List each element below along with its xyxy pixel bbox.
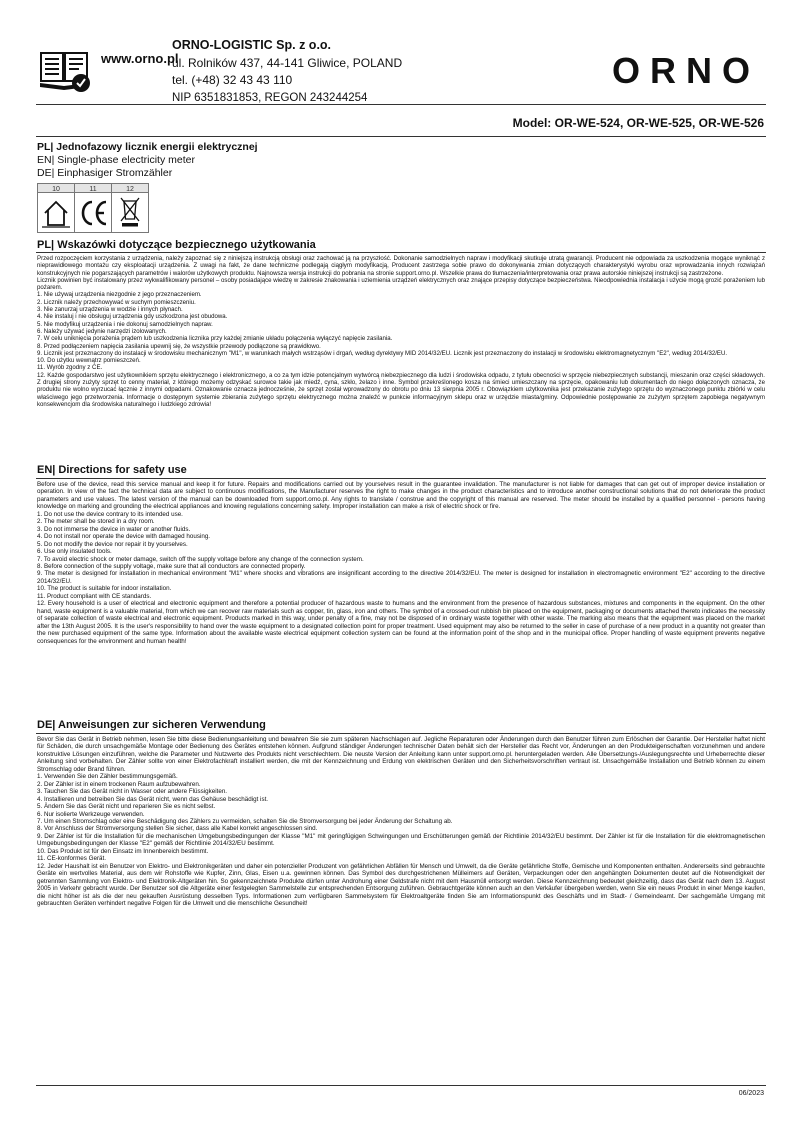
orno-logo <box>605 50 767 90</box>
en-divider <box>36 478 766 479</box>
pl-list-item: 8. Przed podłączeniem napięcia zasilania upewnij się, że wszystkie przewody podłączone są prawidłowo. <box>37 342 321 350</box>
en-section-heading: EN| Directions for safety use <box>37 464 187 476</box>
pl-list-item: 9. Licznik jest przeznaczony do instalacji w środowisku mechanicznym "M1", w warunkach małych wstrząsów i drgań, według dyrektywy MID 2014/32/EU. Licznik jest przeznaczony do instalacji w środowisku elektromagnetycznym "E2", według 2014/32/EU. <box>37 349 728 357</box>
en-list-item: 1. Do not use the device contrary to its intended use. <box>37 510 183 518</box>
symbol-number-11: 11 <box>89 186 97 193</box>
pl-paragraph: Licznik powinien być instalowany przez wykwalifikowany personel – osoby posiadające wiedzę w zakresie znakowania i uziemienia urządzeń elektrycznych oraz znające przepisy dotyczące bezpieczeństwa. Nieodpowiednia instalacja i użycie mogą grozić porażeniem lub pożarem. <box>37 276 765 292</box>
header-divider <box>36 104 766 105</box>
product-titles <box>37 141 258 180</box>
symbol-number-12: 12 <box>126 186 134 193</box>
en-list-item: 3. Do not immerse the device in water or another fluids. <box>37 525 191 533</box>
de-list-item: 11. CE-konformes Gerät. <box>37 855 107 863</box>
company-info <box>172 37 402 107</box>
logo-text: ORNO <box>612 50 760 90</box>
en-list-item: 2. The meter shall be stored in a dry room. <box>37 518 155 526</box>
model-line: Model: OR-WE-524, OR-WE-525, OR-WE-526 <box>512 116 764 130</box>
en-list-item: 4. Do not install nor operate the device with damaged housing. <box>37 533 211 541</box>
de-list-item: 5. Ändern Sie das Gerät nicht und reparieren Sie es nicht selbst. <box>37 803 216 811</box>
footer-divider <box>36 1085 766 1086</box>
pl-list-item: 2. Licznik należy przechowywać w suchym pomieszczeniu. <box>37 298 196 306</box>
symbol-number-10: 10 <box>52 186 60 193</box>
de-list-item: 12. Jeder Haushalt ist ein Benutzer von Elektro- und Elektronikgeräten und daher ein potenzieller Produzent von gefährlichen Abfällen für Mensch und Umwelt, da die Geräte gefährliche Stoffe, Gemische und Komponenten enthalten. Andererseits sind gebrauchte Geräte ein wertvolles Material, aus dem wir Rohstoffe wie Kupfer, Zinn, Glas, Eisen u.a. gewinnen können. Das Symbol des durchgestrichenen Mülleimers auf Geräten, Verpackungen oder den angehängten Dokumenten deutet auf die Notwendigkeit der getrennten Sammlung von Elektro- und Elektronik-Altgeräten hin. So gekennzeichnete Produkte dürfen unter Androhung einer Geldstrafe nicht mit dem Hausmüll entsorgt werden. Diese Kennzeichnung bedeutet gleichzeitig, dass das Gerät nach dem 13. August 2005 in Verkehr gebracht wurde. Der Benutzer soll die Altgeräte einer festgelegten Sammelstelle zur entsprechenden Entsorgung zuführen. Gebrauchtgeräte können auch an den Verkäufer übergeben werden, wenn Sie ein neues Produkt in einer Menge kaufen, die nicht höher ist als die der neu gekauften Ausrüstung desselben Typs. Informationen zum verfügbaren Sammelsystem für Elektroaltgeräte finden Sie am Informationspunkt des Geschäfts und im Stadt- / Gemeindeamt. Der sachgemäße Umgang mit gebrauchten Geräten verhindert negative Folgen für die Umwelt und die menschliche Gesundheit! <box>37 862 765 907</box>
pl-list-item: 7. W celu uniknięcia porażenia prądem lub uszkodzenia licznika przy każdej zmianie układu połączenia wyłączyć napięcie zasilania. <box>37 335 393 343</box>
de-list-item: 3. Tauchen Sie das Gerät nicht in Wasser oder andere Flüssigkeiten. <box>37 788 228 796</box>
en-list-item: 8. Before connection of the supply voltage, make sure that all conductors are connected properly. <box>37 562 306 570</box>
de-list-item: 9. Der Zähler ist für die Installation für die mechanischen Umgebungsbedingungen der Klasse "M1" mit geringfügigen Schwingungen und Erschütterungen gemäß der Richtlinie 2014/32/EU bestimmt. Der Zähler ist für die Installation für die elektromagnetischen Umgebungsbedingungen der Klasse "E2" gemäß der Richtlinie 2014/32/EU bestimmt. <box>37 832 765 848</box>
en-list-item: 11. Product compliant with CE standards. <box>37 592 152 600</box>
pl-section-body <box>37 255 765 408</box>
title-en: EN| Single-phase electricity meter <box>37 154 195 166</box>
de-list-item: 8. Vor Anschluss der Stromversorgung stellen Sie sicher, dass alle Kabel korrekt angeschlossen sind. <box>37 825 318 833</box>
de-section-heading: DE| Anweisungen zur sicheren Verwendung <box>37 719 266 731</box>
en-section-body <box>37 481 765 645</box>
manual-book-icon <box>40 50 92 94</box>
de-list-item: 7. Um einen Stromschlag oder eine Beschädigung des Zählers zu vermeiden, schalten Sie die Stromversorgung bei jeder Änderung der Schaltung ab. <box>37 817 453 825</box>
company-address: ul. Rolników 437, 44-141 Gliwice, POLAND <box>172 55 403 70</box>
pl-list-item: 12. Każde gospodarstwo jest użytkownikiem sprzętu elektrycznego i elektronicznego, a co za tym idzie potencjalnym wytwórcą niebezpiecznego dla ludzi i środowiska odpadu, z tytułu obecności w sprzęcie niebezpiecznych substancji, mieszanin oraz części składowych. Z drugiej strony zużyty sprzęt to cenny materiał, z którego możemy odzyskać surowce takie jak miedź, cyna, szkło, żelazo i inne. Symbol przekreślonego kosza na śmieci umieszczany na sprzęcie, opakowaniu lub dokumentach do niego dołączonych oznacza, że produktu nie wolno wyrzucać łącznie z innymi odpadami. Oznakowanie oznacza jednocześnie, że sprzęt został wprowadzony do obrotu po dniu 13 sierpnia 2005 r. Obowiązkiem użytkownika jest przekazanie zużytego sprzętu do wyznaczonego punktu zbiórki w celu właściwego jego przetworzenia. Informacje o dostępnym systemie zbierania zużytego sprzętu elektrycznego można znaleźć w punkcie informacyjnym sklepu oraz w urzędzie miasta/gminy. Odpowiednie postępowanie ze zużytym sprzętem zapobiega negatywnym konsekwencjom dla środowiska naturalnego i ludzkiego zdrowia! <box>37 371 765 408</box>
pl-list-item: 3. Nie zanurzaj urządzenia w wodzie i innych płynach. <box>37 306 183 314</box>
pl-list-item: 4. Nie instaluj i nie obsługuj urządzenia gdy uszkodzona jest obudowa. <box>37 313 228 321</box>
en-list-item: 10. The product is suitable for indoor installation. <box>37 585 172 593</box>
pl-list-item: 6. Należy używać jedynie narzędzi izolowanych. <box>37 327 167 335</box>
document-date: 06/2023 <box>738 1090 764 1097</box>
company-name: ORNO-LOGISTIC Sp. z o.o. <box>172 38 332 52</box>
pl-list-item: 11. Wyrób zgodny z CE. <box>37 364 103 372</box>
pl-divider <box>36 252 766 253</box>
de-list-item: 4. Installieren und betreiben Sie das Gerät nicht, wenn das Gehäuse beschädigt ist. <box>37 795 269 803</box>
title-pl: PL| Jednofazowy licznik energii elektrycznej <box>37 141 258 153</box>
pl-section-heading: PL| Wskazówki dotyczące bezpiecznego użytkowania <box>37 239 316 251</box>
de-list-item: 1. Verwenden Sie den Zähler bestimmungsgemäß. <box>37 773 178 781</box>
company-nip: NIP 6351831853, REGON 243244254 <box>172 91 368 104</box>
de-section-body <box>37 736 765 907</box>
en-list-item: 7. To avoid electric shock or meter damage, switch off the supply voltage before any change of the connection system. <box>37 555 364 563</box>
pl-list-item: 1. Nie używaj urządzenia niezgodnie z jego przeznaczeniem. <box>37 291 202 299</box>
en-list-item: 9. The meter is designed for installation in mechanical environment "M1" where shocks and vibrations are insignificant according to the directive 2014/32/EU. The meter is designed for installation in electromagnetic environment "E2" according to the directive 2014/32/EU. <box>37 570 765 585</box>
pl-paragraph: Przed rozpoczęciem korzystania z urządzenia, należy zapoznać się z niniejszą instrukcją obsługi oraz zachować ją na przyszłość. Dokonanie samodzielnych napraw i modyfikacji skutkuje utratą gwarancji. Producent nie odpowiada za uszkodzenia mogące wyniknąć z nieprawidłowego montażu czy eksploatacji urządzenia. Z uwagi na fakt, że dane techniczne podlegają ciągłym modyfikacją, Producent zastrzega sobie prawo do dokonywania zmian dotyczących charakterystyki wyrobu oraz wprowadzania innych rozwiązań konstrukcyjnych nie pogarszających parametrów i walorów użytkowych produktu. Najnowsza wersja instrukcji do pobrania na stronie support.orno.pl. Wszelkie prawa do tłumaczenia/interpretowania oraz prawa autorskie niniejszej instrukcji są zastrzeżone. <box>37 255 765 277</box>
en-list-item: 12. Every household is a user of electrical and electronic equipment and therefore a potential producer of hazardous waste to humans and the environment from the presence of hazardous substances, mixtures and components in the equipment. On the other hand, waste equipment is a valuable material, from which we can recover raw materials such as copper, tin, glass, iron and others. The symbol of a crossed-out rubbish bin placed on the equipment, packaging or documents attached thereto indicates the necessity of separate collection of waste electrical and electronic equipment. Products marked in this way, under penalty of a fine, may not be disposed of in ordinary waste together with other waste. The marking also means that the equipment was placed on the market after the 13th August 2005. It is the user's responsibility to hand over the waste equipment to a designated collection point for proper treatment. Used equipment may also be returned to the seller in case of purchase of a new product in a quantity not greater than the new purchased equipment of the same type. Information about the available waste electrical equipment collection system can be found at the information point of the shop and in the municipal office. Proper handling of waste equipment prevents negative consequences for the environment and human health! <box>37 600 765 645</box>
pl-list-item: 5. Nie modyfikuj urządzenia i nie dokonuj samodzielnych napraw. <box>37 320 213 328</box>
en-list-item: 5. Do not modify the device nor repair it by yourselves. <box>37 540 188 548</box>
de-paragraph: Bevor Sie das Gerät in Betrieb nehmen, lesen Sie bitte diese Bedienungsanleitung und bewahren Sie sie zum späteren Nachschlagen auf. Jegliche Reparaturen oder Änderungen durch den Benutzer führen zum Erlöschen der Garantie. Der Hersteller haftet nicht für Schäden, die durch unsachgemäße Montage oder Bedienung des Gerätes entstehen können. Aufgrund ständiger Änderungen technischer Daten behält sich der Hersteller das Recht vor, Änderungen an den Produkteigenschaften vorzunehmen und andere konstruktive Lösungen einzuführen, welche die Parameter und Nutzwerte des Produkts nicht verschlechtern. Die neuste Version der Anleitung kann unter support.orno.pl. heruntergeladen werden. Alle Übersetzungs-/Auslegungsrechte und Urheberrechte dieser Anleitung sind vorbehalten. Der Zähler sollte von einer Elektrofachkraft installiert werden, die mit der Kennzeichnung und Erdung von elektrischen Geräten und den Sicherheitsvorschriften vertraut ist. Unsachgemäße Installation und Betrieb können zu einem Stromschlag oder Brand führen. <box>37 736 765 773</box>
en-list-item: 6. Use only insulated tools. <box>37 548 112 556</box>
title-de: DE| Einphasiger Stromzähler <box>37 167 173 179</box>
en-paragraph: Before use of the device, read this service manual and keep it for future. Repairs and modifications carried out by yourselves result in the guarantee invalidation. The manufacturer is not liable for damages that can get out of improper device installation or operation. In view of the fact the technical data are subject to continuous modifications, the Manufacturer reserves the right to make changes in the product characteristics and to introduce another constructional solutions that do not deteriorate the product parameters and use values. The latest version of the manual can be downloaded from support.orno.pl. Any rights to translate / construe and the copyright of this manual are reserved. The meter should be installed by a qualified personnel - persons having knowledge on marking and grounding the electrical appliances and knowing regulations concerning safety. Improper installation can make a risk of electric shock or fire. <box>37 481 765 511</box>
de-divider <box>36 733 766 734</box>
de-list-item: 10. Das Produkt ist für den Einsatz im Innenbereich bestimmt. <box>37 847 209 855</box>
symbols-table <box>37 183 149 233</box>
website-link: www.orno.pl <box>101 51 179 66</box>
pl-list-item: 10. Do użytku wewnątrz pomieszczeń. <box>37 357 141 365</box>
de-list-item: 6. Nur isolierte Werkzeuge verwenden. <box>37 810 145 818</box>
model-divider <box>36 136 766 137</box>
company-phone: tel. (+48) 32 43 43 110 <box>172 73 293 87</box>
de-list-item: 2. Der Zähler ist in einem trockenen Raum aufzubewahren. <box>37 780 201 788</box>
